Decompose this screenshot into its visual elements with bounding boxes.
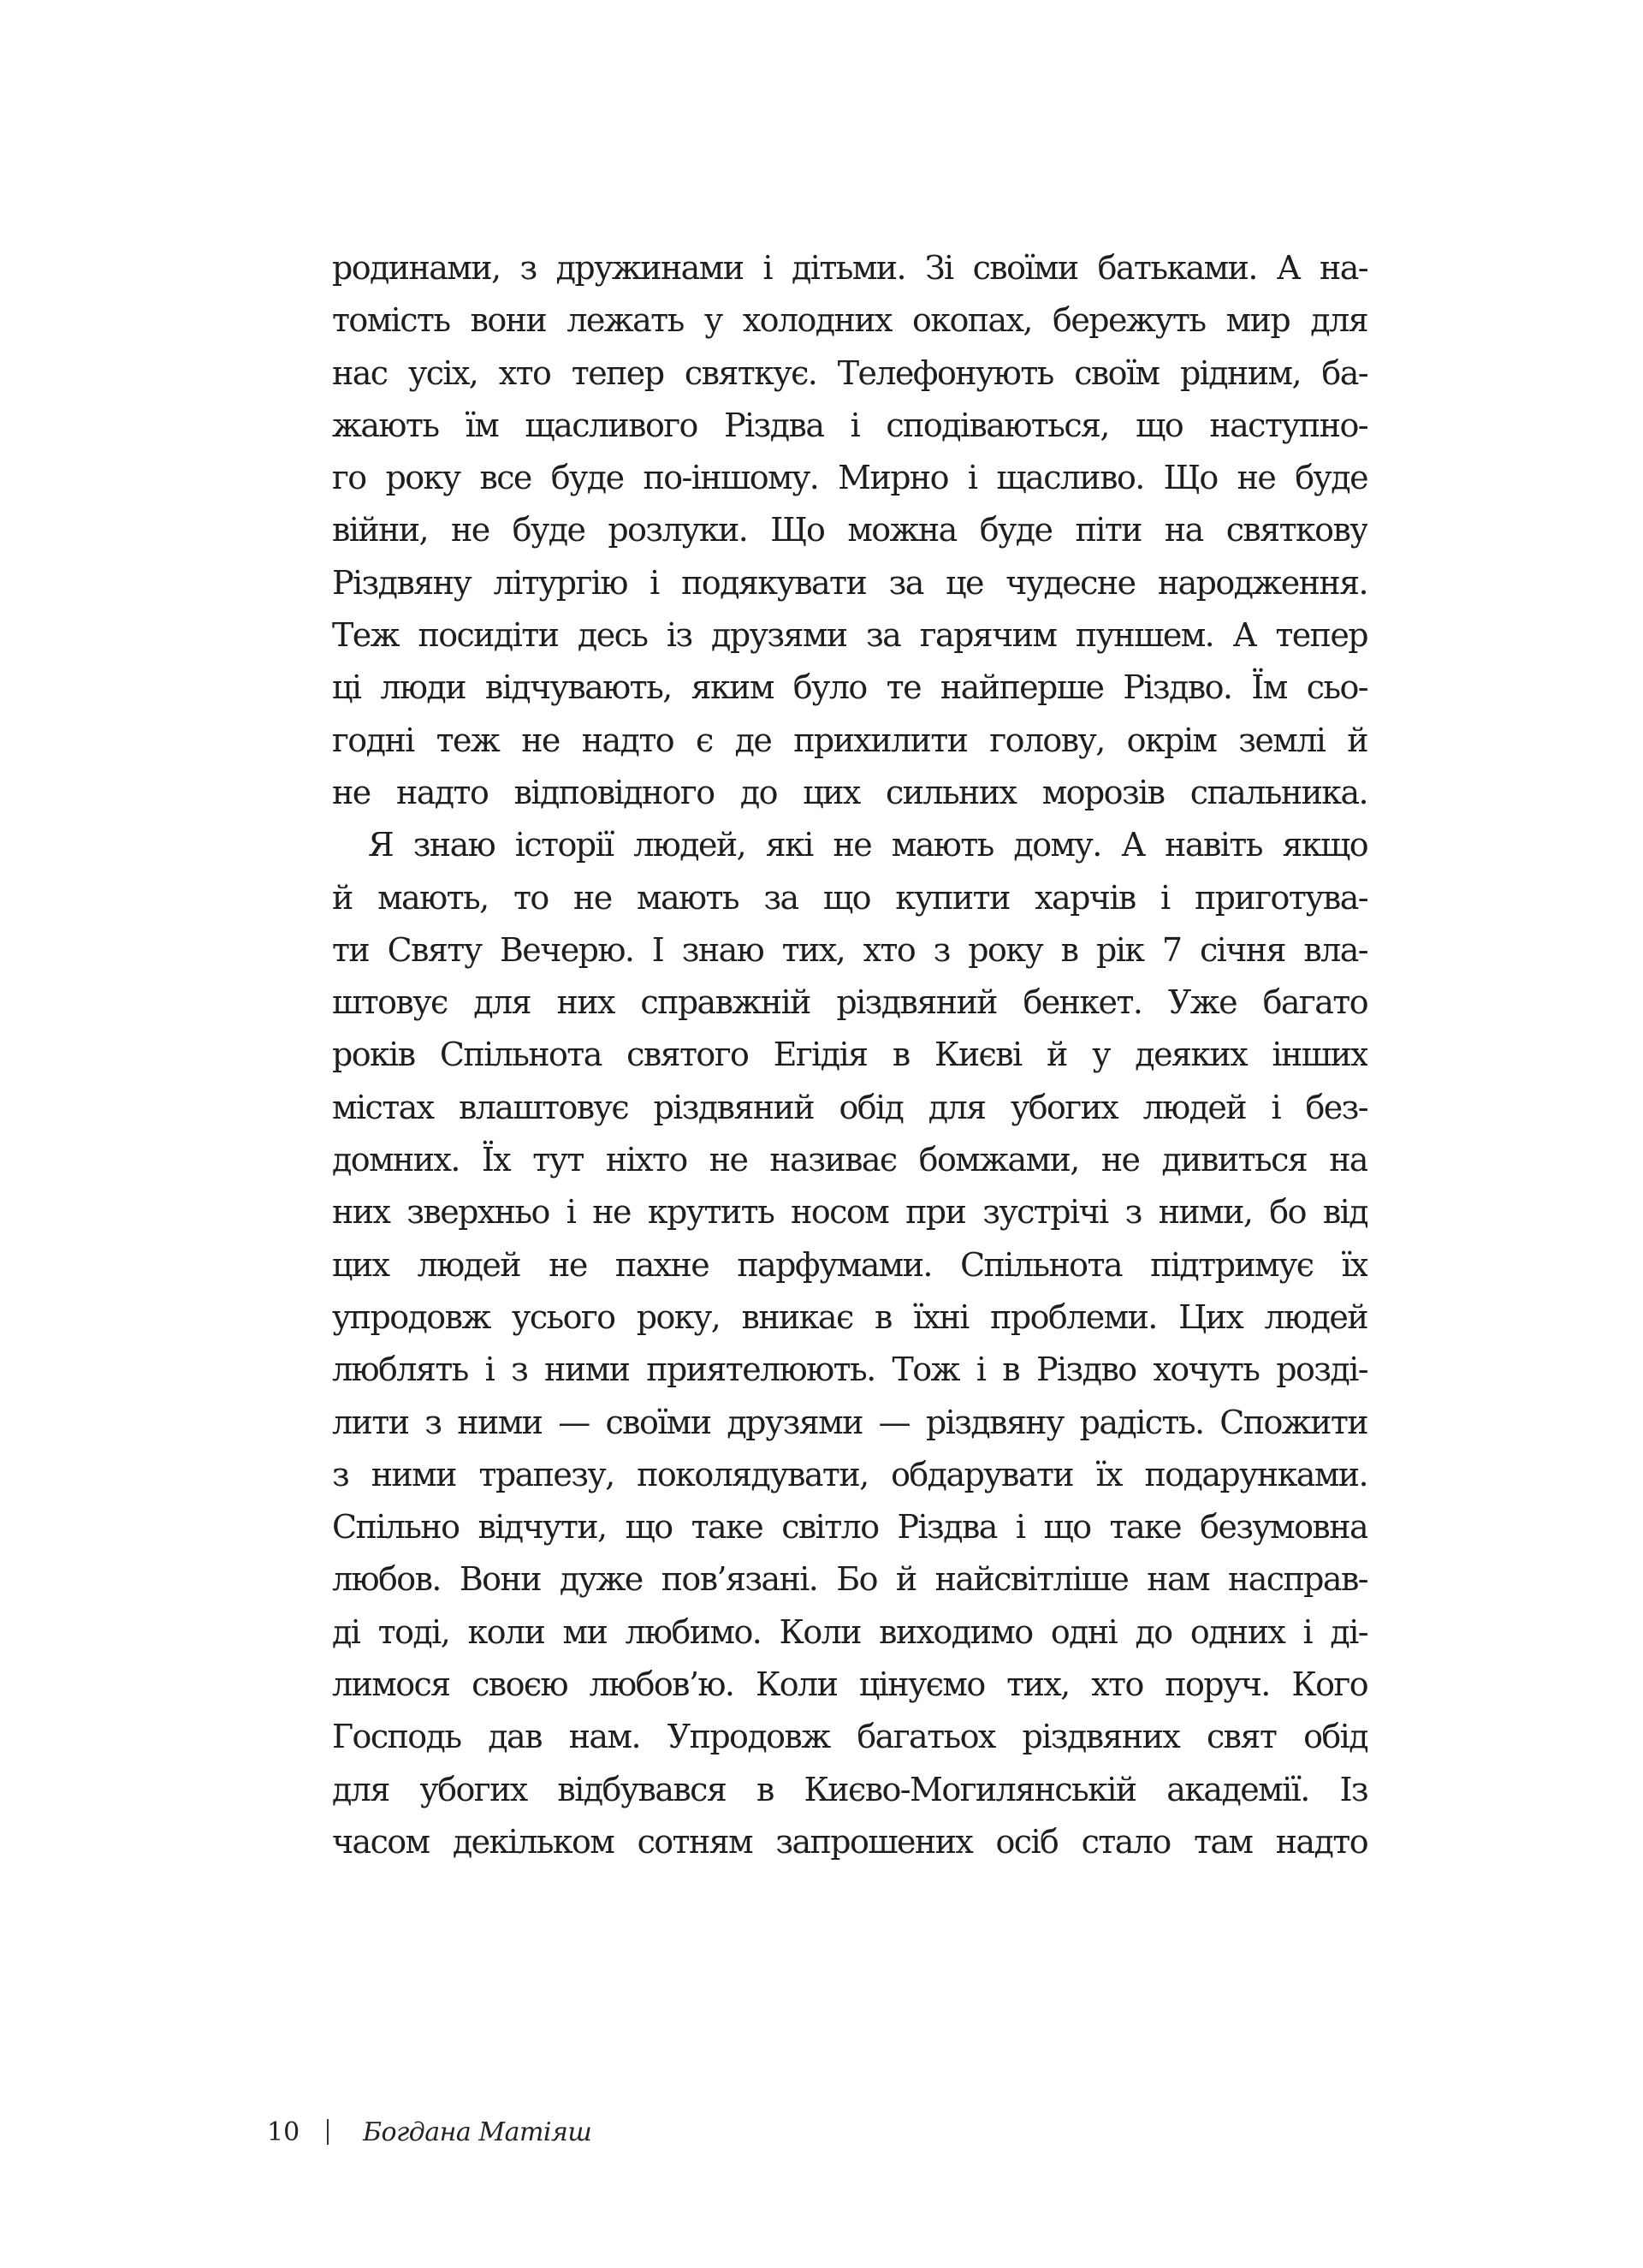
body-text bbox=[332, 242, 1367, 1868]
text-line: Теж посидіти десь із друзями за гарячим пуншем. А тепер bbox=[332, 616, 1367, 655]
text-line: часом декільком сотням запрошених осіб стало там надто bbox=[332, 1822, 1367, 1861]
text-line: штовує для них справжній різдвяний бенкет. Уже багато bbox=[332, 983, 1367, 1022]
text-line: не надто відповідного до цих сильних морозів спальника. bbox=[332, 773, 1367, 811]
author-name: Богдана Матіяш bbox=[363, 2117, 592, 2147]
text-line: домних. Їх тут ніхто не називає бомжами, не дивиться на bbox=[332, 1141, 1367, 1179]
text-line: упродовж усього року, вникає в їхні проблеми. Цих людей bbox=[332, 1297, 1367, 1336]
page-footer bbox=[267, 2112, 591, 2152]
footer-separator bbox=[327, 2119, 329, 2145]
text-line: містах влаштовує різдвяний обід для убогих людей і без- bbox=[332, 1088, 1367, 1126]
text-line: Спільно відчути, що таке світло Різдва і що таке безумовна bbox=[332, 1508, 1367, 1547]
text-line: цих людей не пахне парфумами. Спільнота підтримує їх bbox=[332, 1245, 1367, 1284]
text-line: Господь дав нам. Упродовж багатьох різдвяних свят обід bbox=[332, 1718, 1367, 1756]
text-line: томість вони лежать у холодних окопах, бережуть мир для bbox=[332, 301, 1367, 340]
text-line: років Спільнота святого Егідія в Києві й у деяких інших bbox=[332, 1036, 1367, 1074]
text-line: ді тоді, коли ми любимо. Коли виходимо одні до одних і ді- bbox=[332, 1612, 1367, 1651]
text-line: для убогих відбувався в Києво-Могилянській академії. Із bbox=[332, 1770, 1367, 1808]
text-line: з ними трапезу, поколядувати, обдарувати їх подарунками. bbox=[332, 1455, 1367, 1493]
text-line: годні теж не надто є де прихилити голову, окрім землі й bbox=[332, 721, 1367, 759]
text-line: любов. Вони дуже пов’язані. Бо й найсвітліше нам насправ- bbox=[332, 1560, 1367, 1599]
text-line: ти Святу Вечерю. І знаю тих, хто з року в рік 7 січня вла- bbox=[332, 930, 1367, 969]
text-line: лимося своєю любов’ю. Коли цінуємо тих, хто поруч. Кого bbox=[332, 1665, 1367, 1704]
text-line: родинами, з дружинами і дітьми. Зі своїми батьками. А на- bbox=[332, 249, 1367, 287]
text-line: нас усіх, хто тепер святкує. Телефонують своїм рідним, ба- bbox=[332, 353, 1367, 392]
page-number: 10 bbox=[267, 2117, 300, 2147]
text-line: лити з ними — своїми друзями — різдвяну радість. Спожити bbox=[332, 1403, 1367, 1441]
text-line: них зверхньо і не крутить носом при зустрічі з ними, бо від bbox=[332, 1193, 1367, 1232]
text-line: війни, не буде розлуки. Що можна буде піти на святкову bbox=[332, 511, 1367, 549]
text-line: й мають, то не мають за що купити харчів і приготува- bbox=[332, 878, 1367, 917]
paragraph-start-line: Я знаю історії людей, які не мають дому. А навіть якщо bbox=[368, 826, 1367, 864]
text-line: ці люди відчувають, яким було те найперше Різдво. Їм сьо- bbox=[332, 668, 1367, 707]
text-line: жають їм щасливого Різдва і сподіваються, що наступно- bbox=[332, 406, 1367, 444]
text-line: го року все буде по-іншому. Мирно і щасливо. Що не буде bbox=[332, 459, 1367, 497]
text-line: люблять і з ними приятелюють. Тож і в Різдво хочуть розді- bbox=[332, 1351, 1367, 1389]
text-line: Різдвяну літургію і подякувати за це чудесне народження. bbox=[332, 563, 1367, 602]
